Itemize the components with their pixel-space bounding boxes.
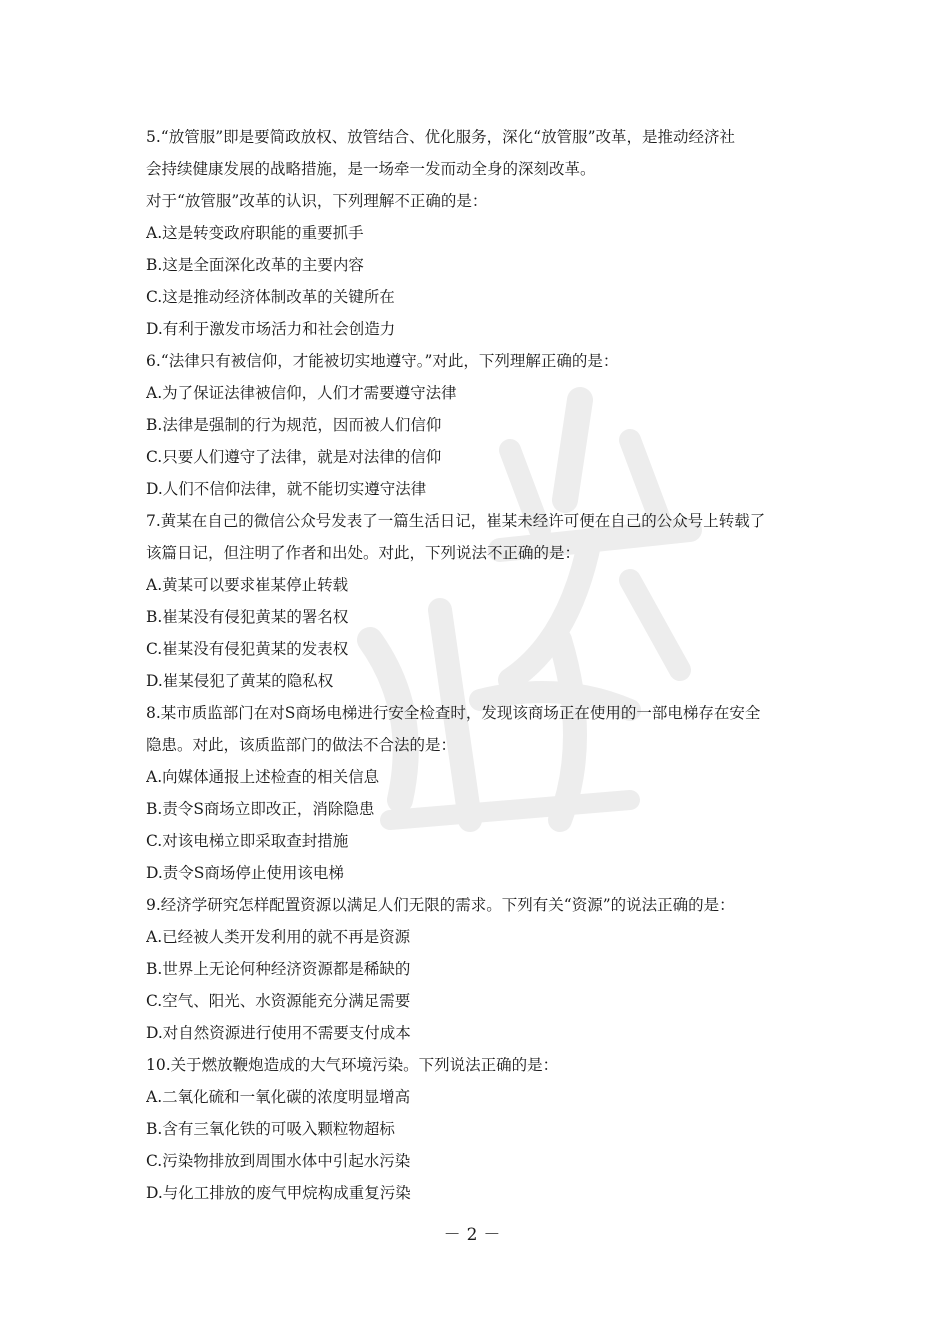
option-a: A.向媒体通报上述检查的相关信息 xyxy=(146,768,380,786)
question-stem-line: 7.黄某在自己的微信公众号发表了一篇生活日记，崔某未经许可便在自己的公众号上转载了 xyxy=(146,512,766,530)
option-c: C.崔某没有侵犯黄某的发表权 xyxy=(146,640,349,658)
option-d: D.有利于激发市场活力和社会创造力 xyxy=(146,320,396,338)
question-stem-line: 6.“法律只有被信仰，才能被切实地遵守。”对此，下列理解正确的是： xyxy=(146,352,619,370)
question-stem-line: 对于“放管服”改革的认识，下列理解不正确的是： xyxy=(146,192,488,210)
option-d: D.人们不信仰法律，就不能切实遵守法律 xyxy=(146,480,427,498)
option-c: C.只要人们遵守了法律，就是对法律的信仰 xyxy=(146,448,442,466)
option-d: D.崔某侵犯了黄某的隐私权 xyxy=(146,672,334,690)
option-b: B.含有三氧化铁的可吸入颗粒物超标 xyxy=(146,1120,395,1138)
question-stem-line: 8.某市质监部门在对S商场电梯进行安全检查时，发现该商场正在使用的一部电梯存在安全 xyxy=(146,704,761,722)
option-b: B.崔某没有侵犯黄某的署名权 xyxy=(146,608,349,626)
page-number: －2－ xyxy=(443,1225,507,1245)
option-b: B.这是全面深化改革的主要内容 xyxy=(146,256,364,274)
option-a: A.为了保证法律被信仰，人们才需要遵守法律 xyxy=(146,384,457,402)
option-a: A.已经被人类开发利用的就不再是资源 xyxy=(146,928,411,946)
option-a: A.黄某可以要求崔某停止转载 xyxy=(146,576,349,594)
question-stem-line: 9.经济学研究怎样配置资源以满足人们无限的需求。下列有关“资源”的说法正确的是： xyxy=(146,896,735,914)
question-stem-line: 隐患。对此，该质监部门的做法不合法的是： xyxy=(146,736,457,754)
option-c: C.空气、阳光、水资源能充分满足需要 xyxy=(146,992,411,1010)
option-c: C.这是推动经济体制改革的关键所在 xyxy=(146,288,395,306)
option-b: B.世界上无论何种经济资源都是稀缺的 xyxy=(146,960,411,978)
question-10 xyxy=(146,1049,816,1209)
option-c: C.污染物排放到周围水体中引起水污染 xyxy=(146,1152,411,1170)
option-b: B.责令S商场立即改正，消除隐患 xyxy=(146,800,375,818)
option-a: A.这是转变政府职能的重要抓手 xyxy=(146,224,364,242)
option-c: C.对该电梯立即采取查封措施 xyxy=(146,832,349,850)
question-list xyxy=(146,121,816,1209)
question-7 xyxy=(146,505,816,697)
option-d: D.责令S商场停止使用该电梯 xyxy=(146,864,344,882)
option-b: B.法律是强制的行为规范，因而被人们信仰 xyxy=(146,416,442,434)
question-stem-line: 10.关于燃放鞭炮造成的大气环境污染。下列说法正确的是： xyxy=(146,1056,559,1074)
question-stem-line: 会持续健康发展的战略措施，是一场牵一发而动全身的深刻改革。 xyxy=(146,160,596,178)
option-d: D.与化工排放的废气甲烷构成重复污染 xyxy=(146,1184,411,1202)
question-8 xyxy=(146,697,816,889)
question-stem-line: 5.“放管服”即是要简政放权、放管结合、优化服务，深化“放管服”改革，是推动经济社 xyxy=(146,128,735,146)
question-6 xyxy=(146,345,816,505)
question-5 xyxy=(146,121,816,345)
option-d: D.对自然资源进行使用不需要支付成本 xyxy=(146,1024,411,1042)
question-stem-line: 该篇日记，但注明了作者和出处。对此，下列说法不正确的是： xyxy=(146,544,581,562)
option-a: A.二氧化硫和一氧化碳的浓度明显增高 xyxy=(146,1088,411,1106)
question-9 xyxy=(146,889,816,1049)
